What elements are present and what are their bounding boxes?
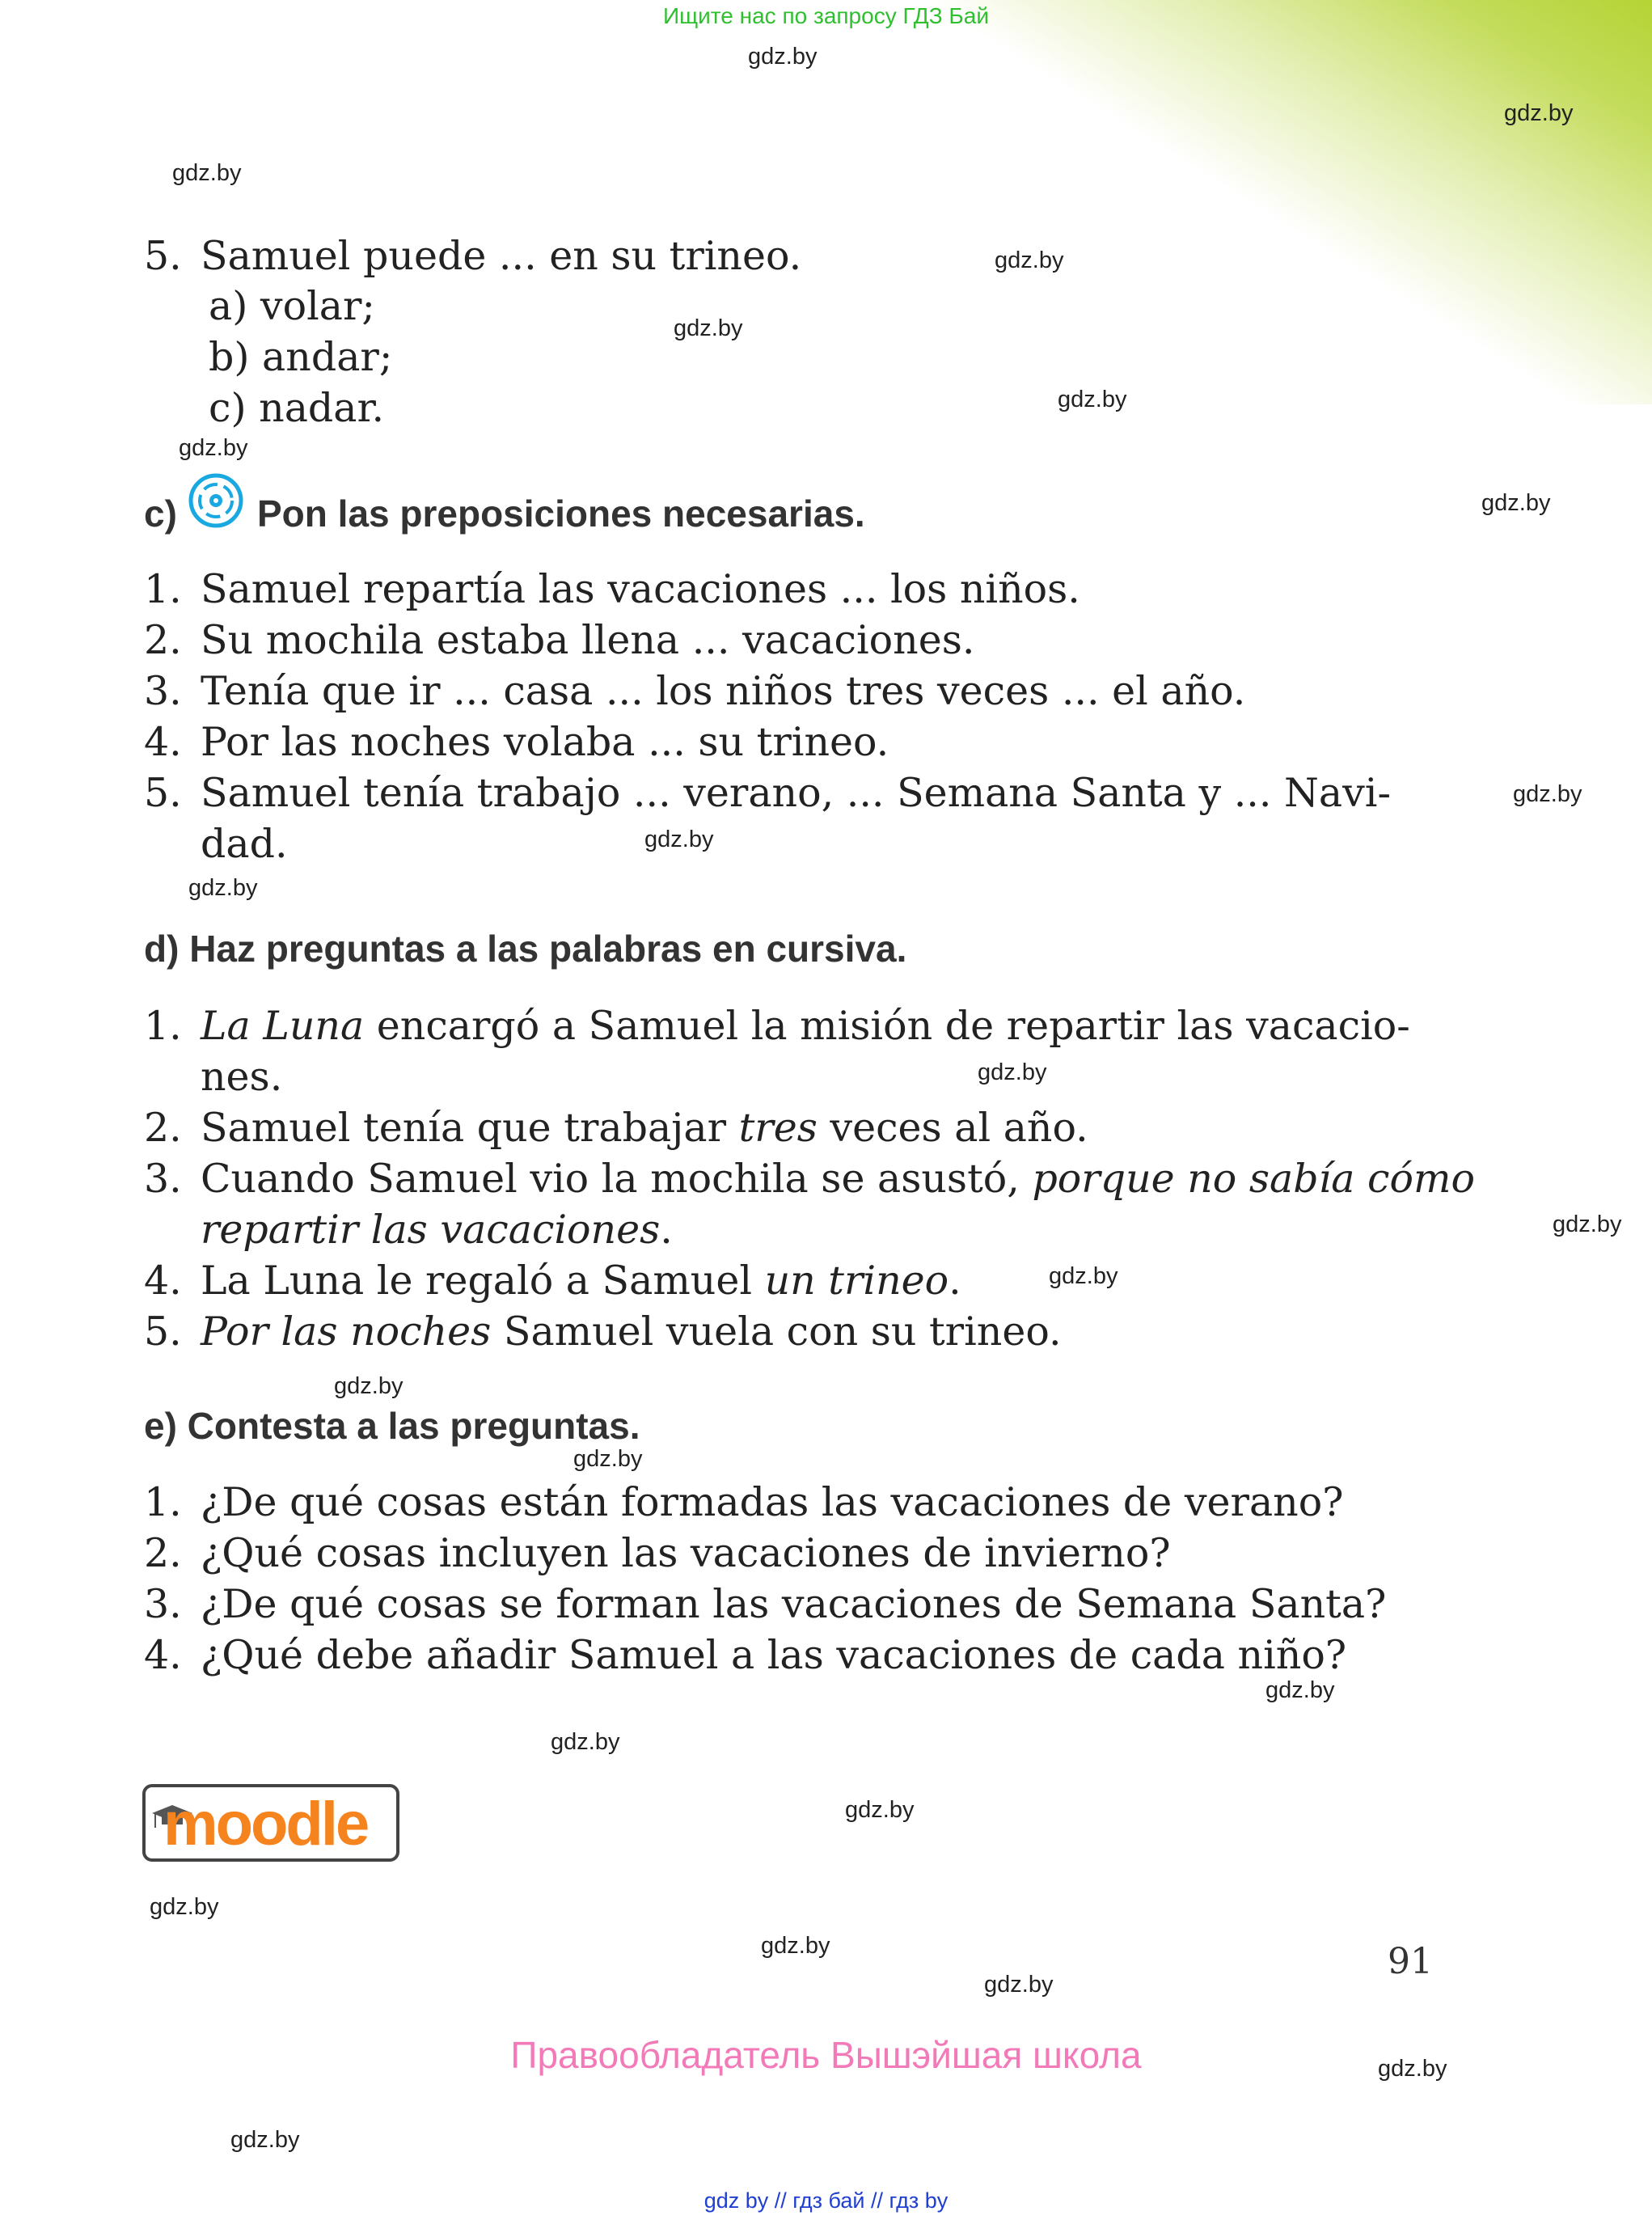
watermark: gdz.by bbox=[1049, 1263, 1118, 1289]
italic-phrase: porque no sabía cómo bbox=[1032, 1156, 1475, 1202]
item-number: 5. bbox=[144, 1309, 182, 1355]
moodle-logo[interactable] bbox=[142, 1784, 399, 1862]
item-text-post: . bbox=[660, 1207, 673, 1253]
item-continuation: nes. bbox=[201, 1054, 283, 1100]
watermark: gdz.by bbox=[551, 1729, 620, 1755]
item-continuation: dad. bbox=[201, 821, 288, 867]
item-text: Samuel tenía trabajo ... verano, ... Semana Santa y ... Navi- bbox=[201, 770, 1392, 816]
cd-audio-icon[interactable] bbox=[188, 472, 244, 529]
section-e-title: e) Contesta a las preguntas. bbox=[144, 1405, 640, 1447]
item-text: Samuel repartía las vacaciones ... los niños. bbox=[201, 566, 1080, 612]
option-b: b) andar; bbox=[209, 334, 393, 380]
item-text-post: . bbox=[949, 1258, 961, 1304]
watermark: gdz.by bbox=[748, 44, 818, 70]
italic-phrase: tres bbox=[738, 1105, 818, 1151]
item-text-pre: Samuel tenía que trabajar bbox=[201, 1105, 739, 1151]
watermark: gdz.by bbox=[1378, 2056, 1447, 2082]
item-text-pre: Cuando Samuel vio la mochila se asustó, bbox=[201, 1156, 1033, 1202]
item-number: 2. bbox=[144, 1105, 182, 1151]
watermark: gdz.by bbox=[188, 875, 258, 901]
item-continuation bbox=[201, 1207, 673, 1253]
section-c-label: c) bbox=[144, 493, 177, 535]
item-number: 5. bbox=[144, 233, 182, 279]
rights-holder: Правообладатель Вышэйшая школа bbox=[510, 2034, 1142, 2076]
item-number: 3. bbox=[144, 1581, 182, 1627]
section-d-title: d) Haz preguntas a las palabras en cursiva. bbox=[144, 928, 907, 970]
item-text: Por las noches volaba ... su trineo. bbox=[201, 719, 889, 765]
italic-phrase: Por las noches bbox=[201, 1309, 492, 1355]
item-number: 1. bbox=[144, 566, 182, 612]
watermark: gdz.by bbox=[179, 435, 248, 461]
item-text bbox=[201, 1258, 961, 1304]
watermark: gdz.by bbox=[984, 1972, 1054, 1998]
corner-gradient-decoration bbox=[843, 0, 1652, 404]
item-text: ¿De qué cosas se forman las vacaciones de Semana Santa? bbox=[201, 1581, 1387, 1627]
item-number: 2. bbox=[144, 1530, 182, 1576]
item-text bbox=[201, 1309, 1062, 1355]
option-c: c) nadar. bbox=[209, 385, 385, 431]
item-text bbox=[201, 1156, 1475, 1202]
item-text-post: veces al año. bbox=[817, 1105, 1088, 1151]
watermark: gdz.by bbox=[334, 1373, 403, 1399]
moodle-logo-text: moodle bbox=[163, 1790, 368, 1858]
item-text bbox=[201, 1105, 1088, 1151]
italic-phrase: repartir las vacaciones bbox=[201, 1207, 661, 1253]
watermark: gdz.by bbox=[1265, 1677, 1335, 1703]
item-number: 5. bbox=[144, 770, 182, 816]
item-text bbox=[201, 1003, 1410, 1049]
option-a: a) volar; bbox=[209, 283, 375, 329]
watermark: gdz.by bbox=[573, 1446, 643, 1472]
item-text: Su mochila estaba llena ... vacaciones. bbox=[201, 617, 975, 663]
item-number: 1. bbox=[144, 1003, 182, 1049]
item-number: 3. bbox=[144, 1156, 182, 1202]
watermark: gdz.by bbox=[1553, 1211, 1622, 1237]
watermark: gdz.by bbox=[230, 2127, 300, 2153]
item-text: ¿Qué debe añadir Samuel a las vacaciones de cada niño? bbox=[201, 1632, 1347, 1678]
watermark: gdz.by bbox=[995, 247, 1064, 273]
item-text: Tenía que ir ... casa ... los niños tres veces ... el año. bbox=[201, 668, 1246, 714]
watermark: gdz.by bbox=[845, 1797, 915, 1823]
item-number: 4. bbox=[144, 1632, 182, 1678]
item-text-rest: encargó a Samuel la misión de repartir las vacacio- bbox=[364, 1003, 1410, 1049]
watermark: gdz.by bbox=[674, 315, 743, 341]
footer-links[interactable]: gdz by // гдз бай // гдз by bbox=[703, 2188, 949, 2213]
watermark: gdz.by bbox=[1058, 387, 1127, 412]
watermark: gdz.by bbox=[172, 160, 242, 186]
watermark: gdz.by bbox=[761, 1933, 830, 1959]
item-number: 3. bbox=[144, 668, 182, 714]
item-text: ¿Qué cosas incluyen las vacaciones de invierno? bbox=[201, 1530, 1171, 1576]
watermark: gdz.by bbox=[978, 1059, 1047, 1085]
top-banner[interactable]: Ищите нас по запросу ГДЗ Бай bbox=[662, 3, 990, 28]
watermark: gdz.by bbox=[1513, 781, 1582, 807]
watermark: gdz.by bbox=[1504, 100, 1574, 126]
watermark: gdz.by bbox=[1481, 490, 1551, 516]
item-text-pre: La Luna le regaló a Samuel bbox=[201, 1258, 765, 1304]
item-text: Samuel puede ... en su trineo. bbox=[201, 233, 802, 279]
item-text-post: Samuel vuela con su trineo. bbox=[491, 1309, 1062, 1355]
watermark: gdz.by bbox=[644, 827, 714, 852]
item-number: 1. bbox=[144, 1479, 182, 1525]
italic-phrase: un trineo bbox=[764, 1258, 949, 1304]
item-number: 4. bbox=[144, 719, 182, 765]
watermark: gdz.by bbox=[150, 1894, 219, 1920]
item-number: 4. bbox=[144, 1258, 182, 1304]
item-text: ¿De qué cosas están formadas las vacaciones de verano? bbox=[201, 1479, 1344, 1525]
section-c-title: Pon las preposiciones necesarias. bbox=[257, 493, 865, 535]
item-number: 2. bbox=[144, 617, 182, 663]
italic-phrase: La Luna bbox=[201, 1003, 365, 1049]
page-number: 91 bbox=[1388, 1941, 1433, 1982]
